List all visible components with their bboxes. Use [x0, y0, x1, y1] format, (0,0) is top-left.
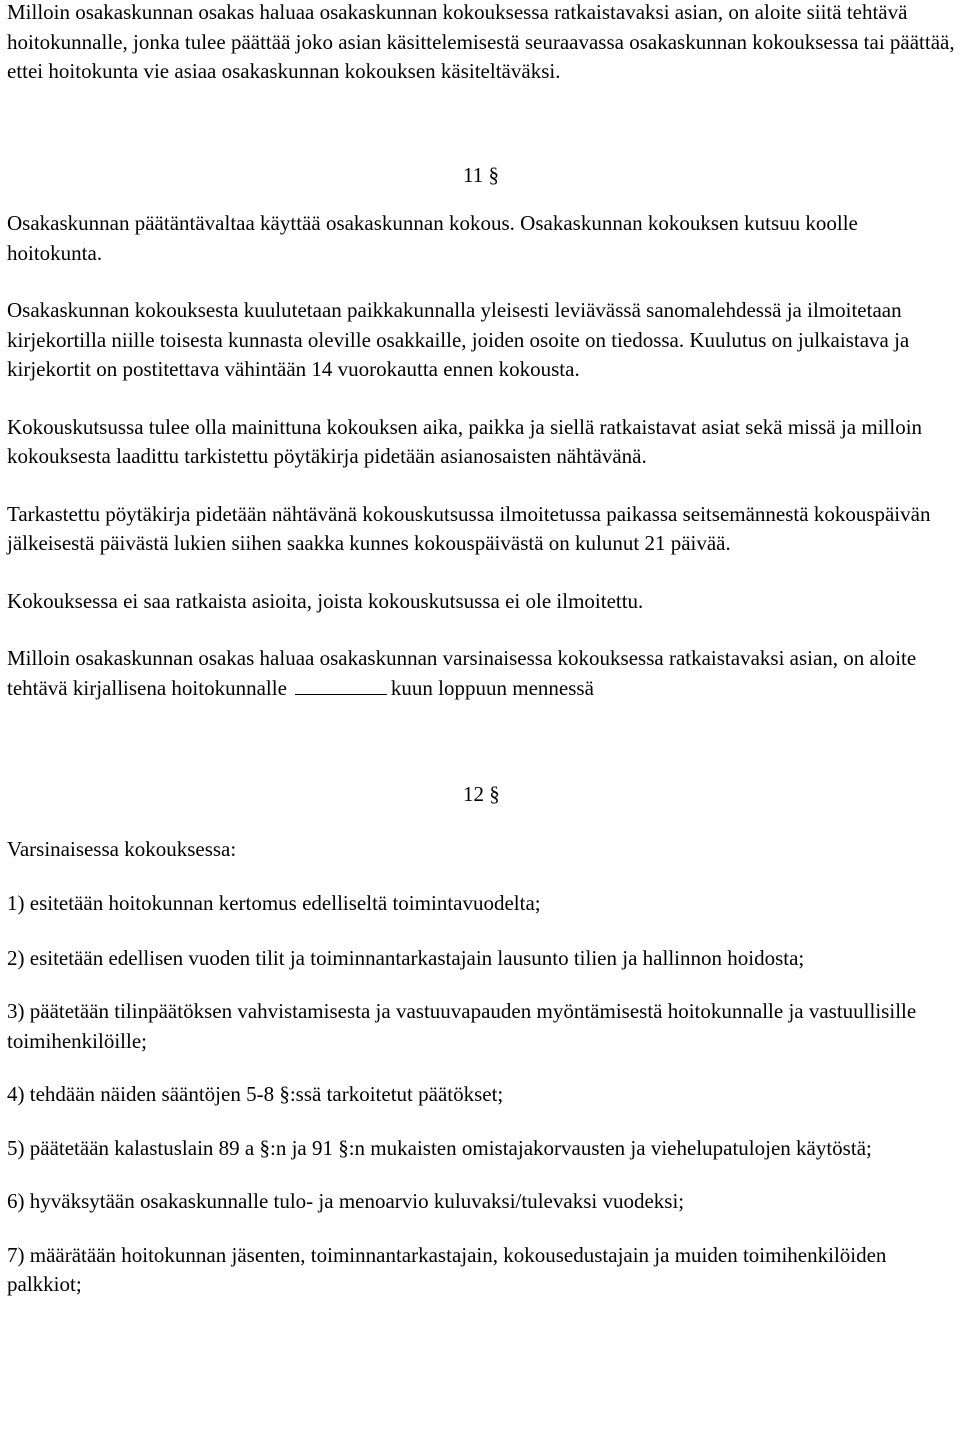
document-page — [7, 0, 955, 1300]
agenda-item: 6) hyväksytään osakaskunnalle tulo- ja menoarvio kuluvaksi/tulevaksi vuodeksi; — [7, 1189, 685, 1213]
agenda-list — [7, 889, 955, 1300]
section-11-heading: 11 § — [463, 162, 499, 187]
paragraph-regular-meeting-intro: Varsinaisessa kokouksessa: — [7, 836, 237, 861]
agenda-item: 4) tehdään näiden sääntöjen 5-8 §:ssä tarkoitetut päätökset; — [7, 1082, 504, 1106]
paragraph-announcement: Osakaskunnan kokouksesta kuulutetaan paikkakunnalla yleisesti leviävässä sanomalehdessä ja ilmoitetaan kirjekortilla niille toisesta kunnasta oleville osakkaille, joiden osoite on tiedossa. Kuulutus on julkaistava ja kirjekortit on postitettava vähintään 14 vuorokautta ennen kokousta. — [7, 298, 910, 381]
paragraph-regular-meeting-initiative — [7, 644, 955, 703]
agenda-item: 3) päätetään tilinpäätöksen vahvistamisesta ja vastuuvapauden myöntämisestä hoitokunnalle ja vastuullisille toimihenkilöille; — [7, 999, 917, 1053]
section-12-heading: 12 § — [463, 782, 500, 806]
paragraph-decision-power: Osakaskunnan päätäntävaltaa käyttää osakaskunnan kokous. Osakaskunnan kokouksen kutsuu koolle hoitokunta. — [7, 211, 858, 265]
agenda-item: 5) päätetään kalastuslain 89 a §:n ja 91 §:n mukaisten omistajakorvausten ja viehelupatulojen käytöstä; — [7, 1135, 872, 1160]
paragraph-no-unannounced-matters: Kokouksessa ei saa ratkaista asioita, joista kokouskutsussa ei ole ilmoitettu. — [7, 588, 644, 613]
agenda-item: 1) esitetään hoitokunnan kertomus edelliseltä toimintavuodelta; — [7, 891, 541, 915]
agenda-item: 2) esitetään edellisen vuoden tilit ja toiminnantarkastajain lausunto tilien ja hallinnon hoidosta; — [7, 945, 805, 970]
initiative-text-before: Milloin osakaskunnan osakas haluaa osakaskunnan varsinaisessa kokouksessa ratkaistavaksi asian, on aloite tehtävä kirjallisena hoitokunnalle — [7, 646, 917, 700]
paragraph-initiative: Milloin osakaskunnan osakas haluaa osakaskunnan kokouksessa ratkaistavaksi asian, on aloite siitä tehtävä hoitokunnalle, jonka tulee päättää joko asian käsittelemisestä seuraavassa osakaskunnan kokouksessa tai päättää, ettei hoitokunta vie asiaa osakaskunnan kokouksen käsiteltäväksi. — [7, 0, 955, 83]
month-blank-line — [295, 676, 387, 695]
agenda-item: 7) määrätään hoitokunnan jäsenten, toiminnantarkastajain, kokousedustajain ja muiden toimihenkilöiden palkkiot; — [7, 1242, 887, 1296]
initiative-text-after: kuun loppuun mennessä — [390, 675, 594, 700]
paragraph-meeting-notice: Kokouskutsussa tulee olla mainittuna kokouksen aika, paikka ja siellä ratkaistavat asiat sekä missä ja milloin kokouksesta laadittu tarkistettu pöytäkirja pidetään asianosaisten nähtävänä. — [7, 414, 923, 468]
paragraph-minutes: Tarkastettu pöytäkirja pidetään nähtävänä kokouskutsussa ilmoitetussa paikassa seitsemännestä kokouspäivän jälkeisestä päivästä lukien siihen saakka kunnes kokouspäivästä on kulunut 21 päivää. — [7, 501, 931, 555]
